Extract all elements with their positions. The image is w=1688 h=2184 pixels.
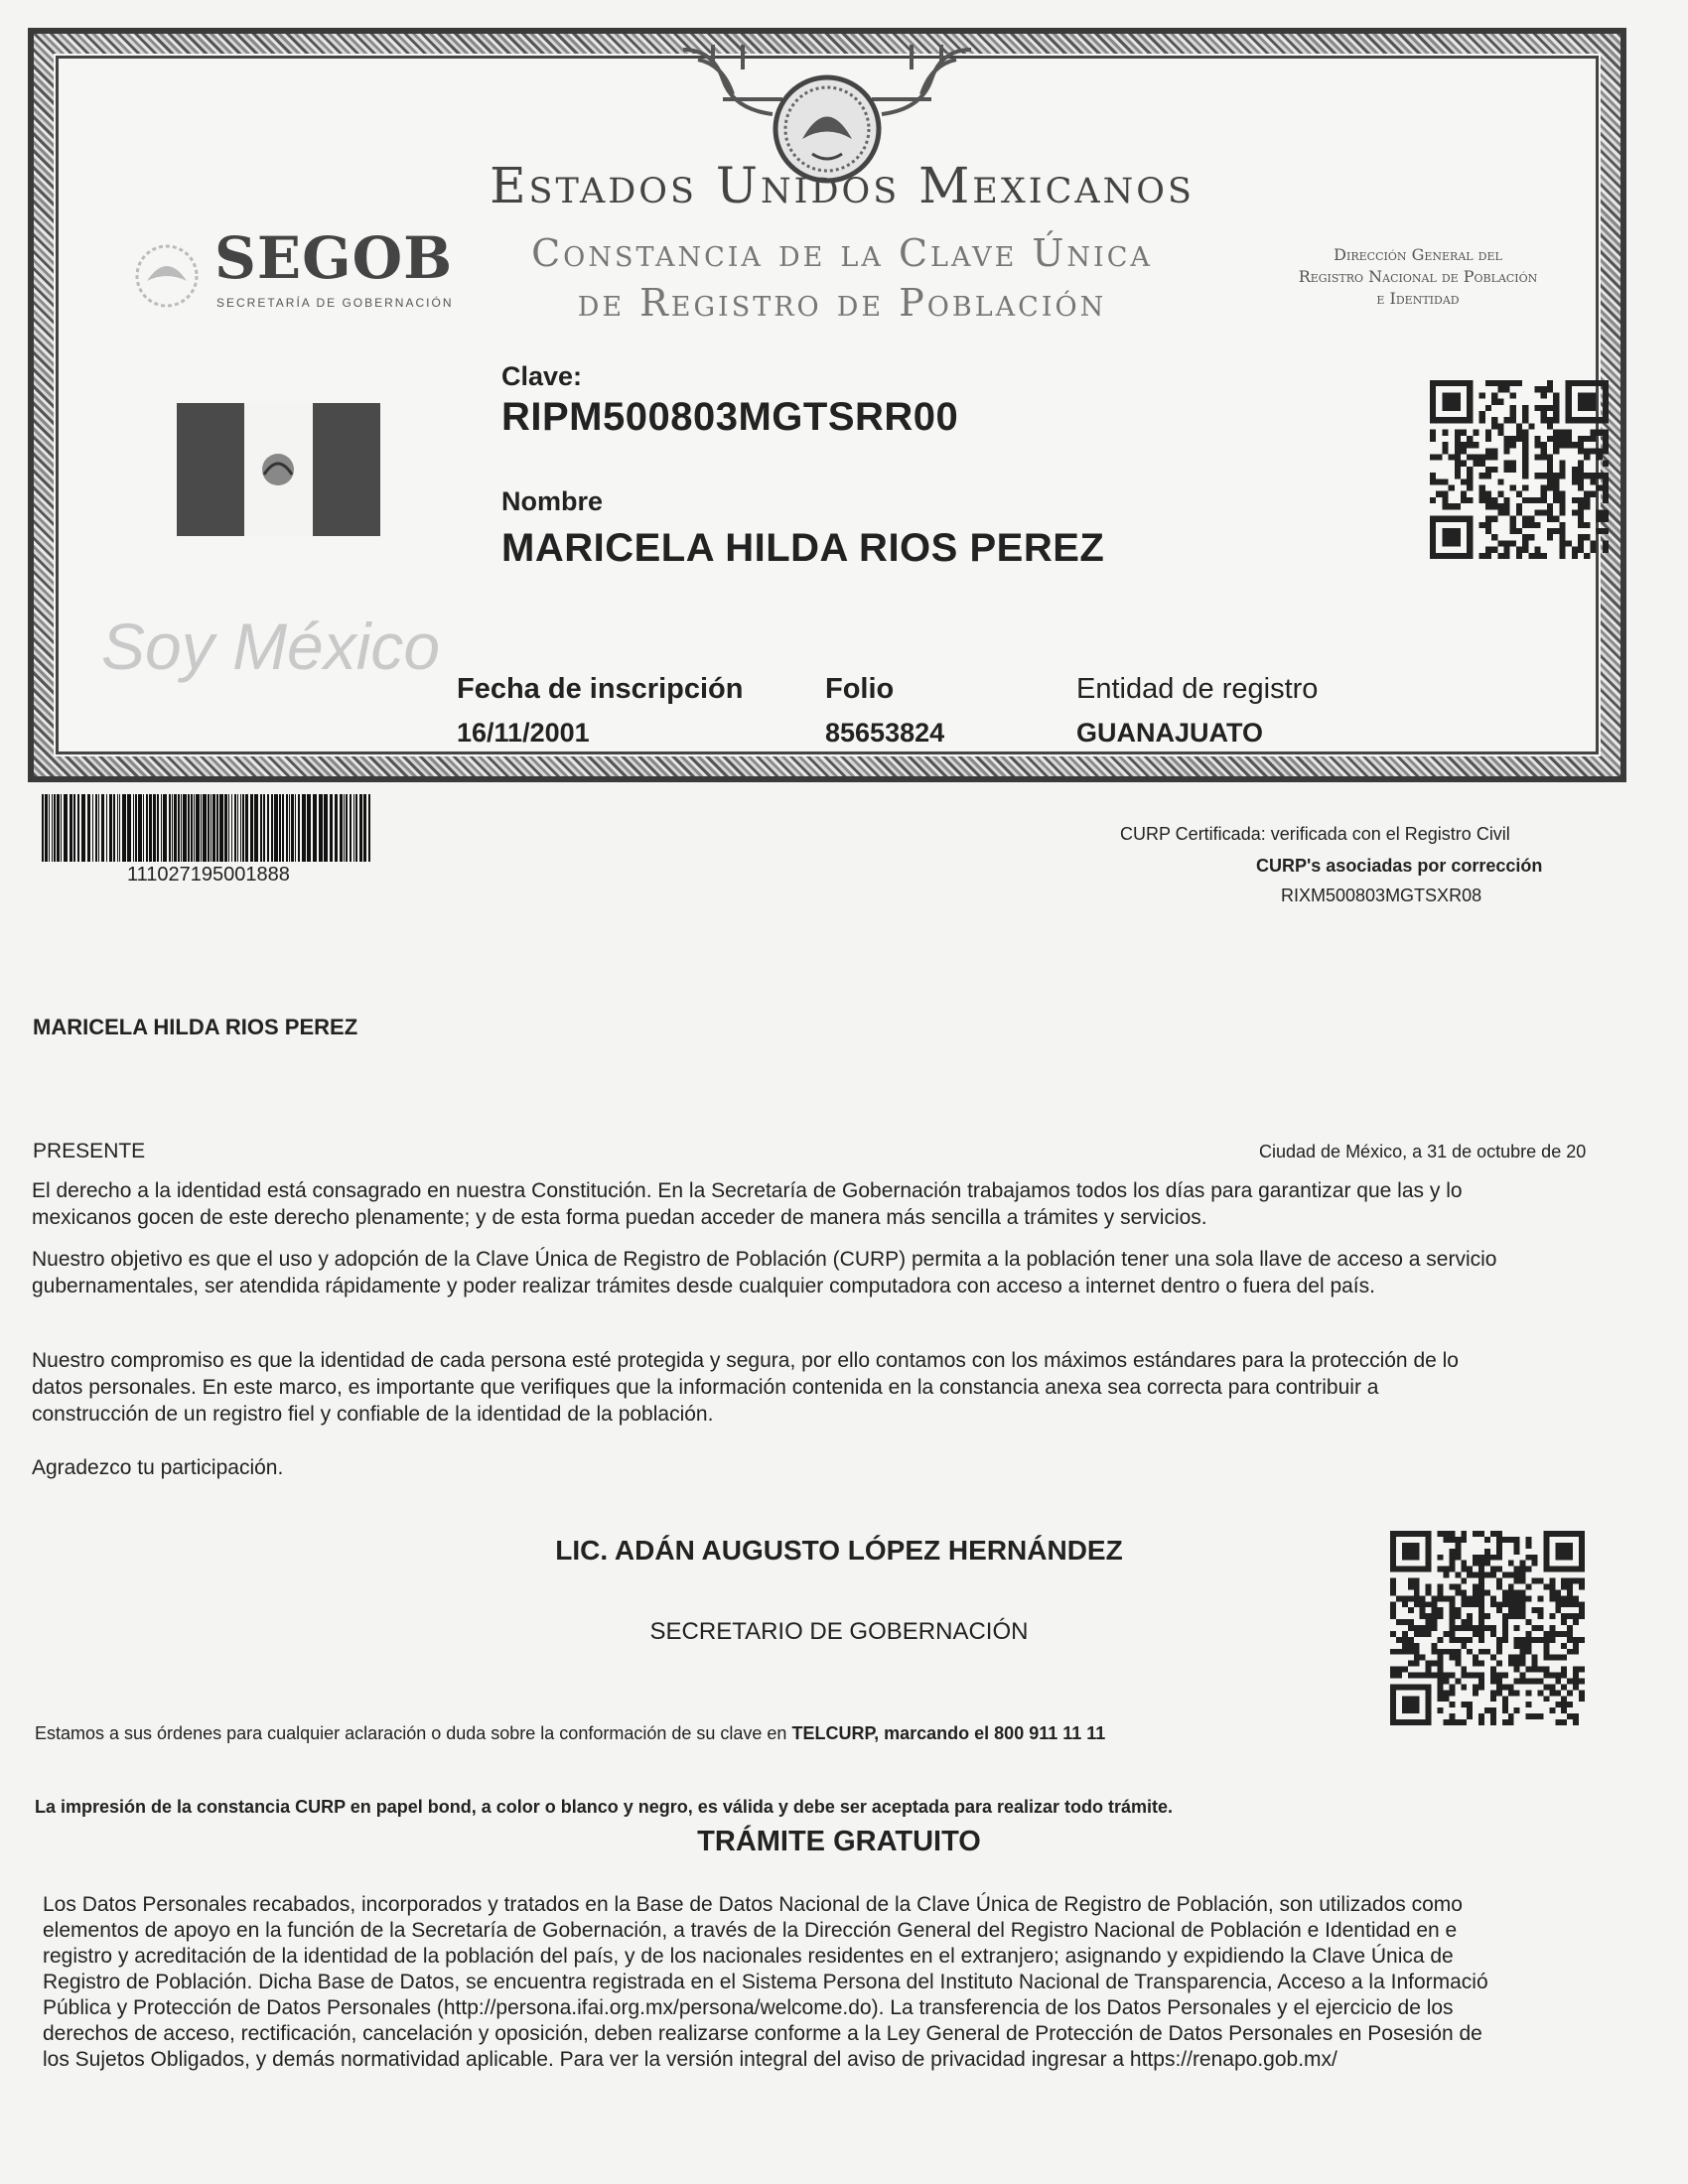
subtitle-line-2: de Registro de Población bbox=[577, 281, 1107, 325]
privacy-line: Pública y Protección de Datos Personales (http://persona.ifai.org.mx/persona/welcome.do). La transferencia de los Datos Personales y el ejercicio de los bbox=[43, 1996, 1454, 2019]
letter-paragraph-2 bbox=[32, 1246, 1630, 1299]
clave-label: Clave: bbox=[501, 361, 583, 391]
subtitle-line-1: Constancia de la Clave Única bbox=[531, 231, 1153, 275]
telcurp-text: Estamos a sus órdenes para cualquier aclaración o duda sobre la conformación de su clave en bbox=[35, 1723, 792, 1743]
mexican-flag-icon bbox=[177, 403, 380, 536]
curp-certificate-card bbox=[28, 28, 1626, 782]
fecha-inscripcion-value: 16/11/2001 bbox=[457, 718, 590, 748]
qr-code-icon bbox=[1430, 380, 1609, 559]
privacy-line: los Sujetos Obligados, y demás normatividad aplicable. Para ver la versión integral del aviso de privacidad ingresar a https://renapo.gob.mx/ bbox=[43, 2048, 1337, 2071]
curp-asociadas-label: CURP's asociadas por corrección bbox=[1256, 856, 1543, 876]
signer-role: SECRETARIO DE GOBERNACIÓN bbox=[649, 1618, 1029, 1645]
directorate-line-3: e Identidad bbox=[1376, 289, 1460, 308]
letter-presente: PRESENTE bbox=[33, 1140, 146, 1162]
nombre-value: MARICELA HILDA RIOS PEREZ bbox=[501, 526, 1105, 570]
telcurp-phone: TELCURP, marcando el 800 911 11 11 bbox=[791, 1723, 1106, 1743]
paragraph-line: construcción de un registro fiel y confiable de la identidad de la población. bbox=[32, 1403, 714, 1426]
privacy-line: Los Datos Personales recabados, incorporados y tratados en la Base de Datos Nacional de la Clave Única de Registro de Población, son utilizados como bbox=[43, 1893, 1463, 1916]
paragraph-line: gubernamentales, ser atendida rápidamente y poder realizar trámites desde cualquier computadora con acceso a internet dentro o fuera del país. bbox=[32, 1275, 1375, 1297]
privacy-line: derechos de acceso, rectificación, cancelación y oposición, deben realizarse conforme a la Ley General de Protección de Datos Personales en Posesión de bbox=[43, 2022, 1482, 2045]
privacy-notice bbox=[43, 1892, 1631, 2073]
nombre-label: Nombre bbox=[501, 486, 604, 516]
letter-addressee: MARICELA HILDA RIOS PEREZ bbox=[33, 1015, 358, 1039]
directorate-line-1: Dirección General del bbox=[1334, 245, 1502, 264]
qr-code-icon bbox=[1390, 1531, 1585, 1725]
paragraph-line: mexicanos gocen de este derecho plenamente; y de esta forma puedan acceder de manera más sencilla a trámites y servicios. bbox=[32, 1206, 1207, 1229]
curp-asociadas-value: RIXM500803MGTSXR08 bbox=[1281, 886, 1482, 905]
paragraph-line: Agradezco tu participación. bbox=[32, 1456, 284, 1479]
fecha-inscripcion-label: Fecha de inscripción bbox=[457, 673, 744, 705]
segob-eagle-icon bbox=[117, 241, 216, 311]
main-title: Estados Unidos Mexicanos bbox=[490, 157, 1195, 214]
signer-name: LIC. ADÁN AUGUSTO LÓPEZ HERNÁNDEZ bbox=[555, 1535, 1123, 1566]
directorate-line-2: Registro Nacional de Población bbox=[1298, 267, 1538, 286]
paragraph-line: datos personales. En este marco, es importante que verifiques que la información contenida en la constancia anexa sea correcta para contribuir a bbox=[32, 1376, 1379, 1399]
impresion-note: La impresión de la constancia CURP en papel bond, a color o blanco y negro, es válida y debe ser aceptada para realizar todo trámite. bbox=[35, 1797, 1174, 1817]
entidad-registro-value: GUANAJUATO bbox=[1076, 718, 1264, 748]
paragraph-line: Nuestro objetivo es que el uso y adopción de la Clave Única de Registro de Población (CURP) permita a la población tener una sola llave de acceso a servicio bbox=[32, 1248, 1497, 1271]
soy-mexico-watermark: Soy México bbox=[101, 610, 441, 683]
segob-subtitle: SECRETARÍA DE GOBERNACIÓN bbox=[216, 296, 454, 310]
paragraph-line: El derecho a la identidad está consagrado en nuestra Constitución. En la Secretaría de Gobernación trabajamos todos los días para garantizar que las y lo bbox=[32, 1179, 1463, 1202]
privacy-line: Registro de Población. Dicha Base de Datos, se encuentra registrada en el Sistema Persona del Instituto Nacional de Transparencia, Acceso a la Informació bbox=[43, 1971, 1488, 1993]
privacy-line: registro y acreditación de la identidad de la población del país, y de los nacionales residentes en el extranjero; asignando y expidiendo la Clave Única de bbox=[43, 1945, 1454, 1968]
privacy-line: elementos de apoyo en la función de la Secretaría de Gobernación, a través de la Dirección General del Registro Nacional de Población e Identidad en e bbox=[43, 1919, 1458, 1942]
folio-value: 85653824 bbox=[825, 718, 945, 748]
segob-wordmark: SEGOB bbox=[214, 224, 454, 292]
letter-paragraph-3 bbox=[32, 1347, 1630, 1428]
curp-value: RIPM500803MGTSRR00 bbox=[501, 395, 959, 439]
curp-certificada-note: CURP Certificada: verificada con el Registro Civil bbox=[1120, 824, 1510, 844]
letter-place-date: Ciudad de México, a 31 de octubre de 20 bbox=[1259, 1142, 1587, 1161]
paragraph-line: Nuestro compromiso es que la identidad de cada persona esté protegida y segura, por ello contamos con los máximos estándares para la protección de lo bbox=[32, 1349, 1459, 1372]
tramite-gratuito-heading: TRÁMITE GRATUITO bbox=[697, 1826, 981, 1857]
letter-paragraph-1 bbox=[32, 1177, 1630, 1231]
telcurp-note bbox=[35, 1723, 1105, 1744]
barcode-number: 111027195001888 bbox=[127, 864, 290, 886]
letter-paragraph-4 bbox=[32, 1454, 1630, 1481]
barcode-icon bbox=[40, 794, 372, 862]
folio-label: Folio bbox=[825, 673, 895, 705]
entidad-registro-label: Entidad de registro bbox=[1076, 673, 1319, 705]
